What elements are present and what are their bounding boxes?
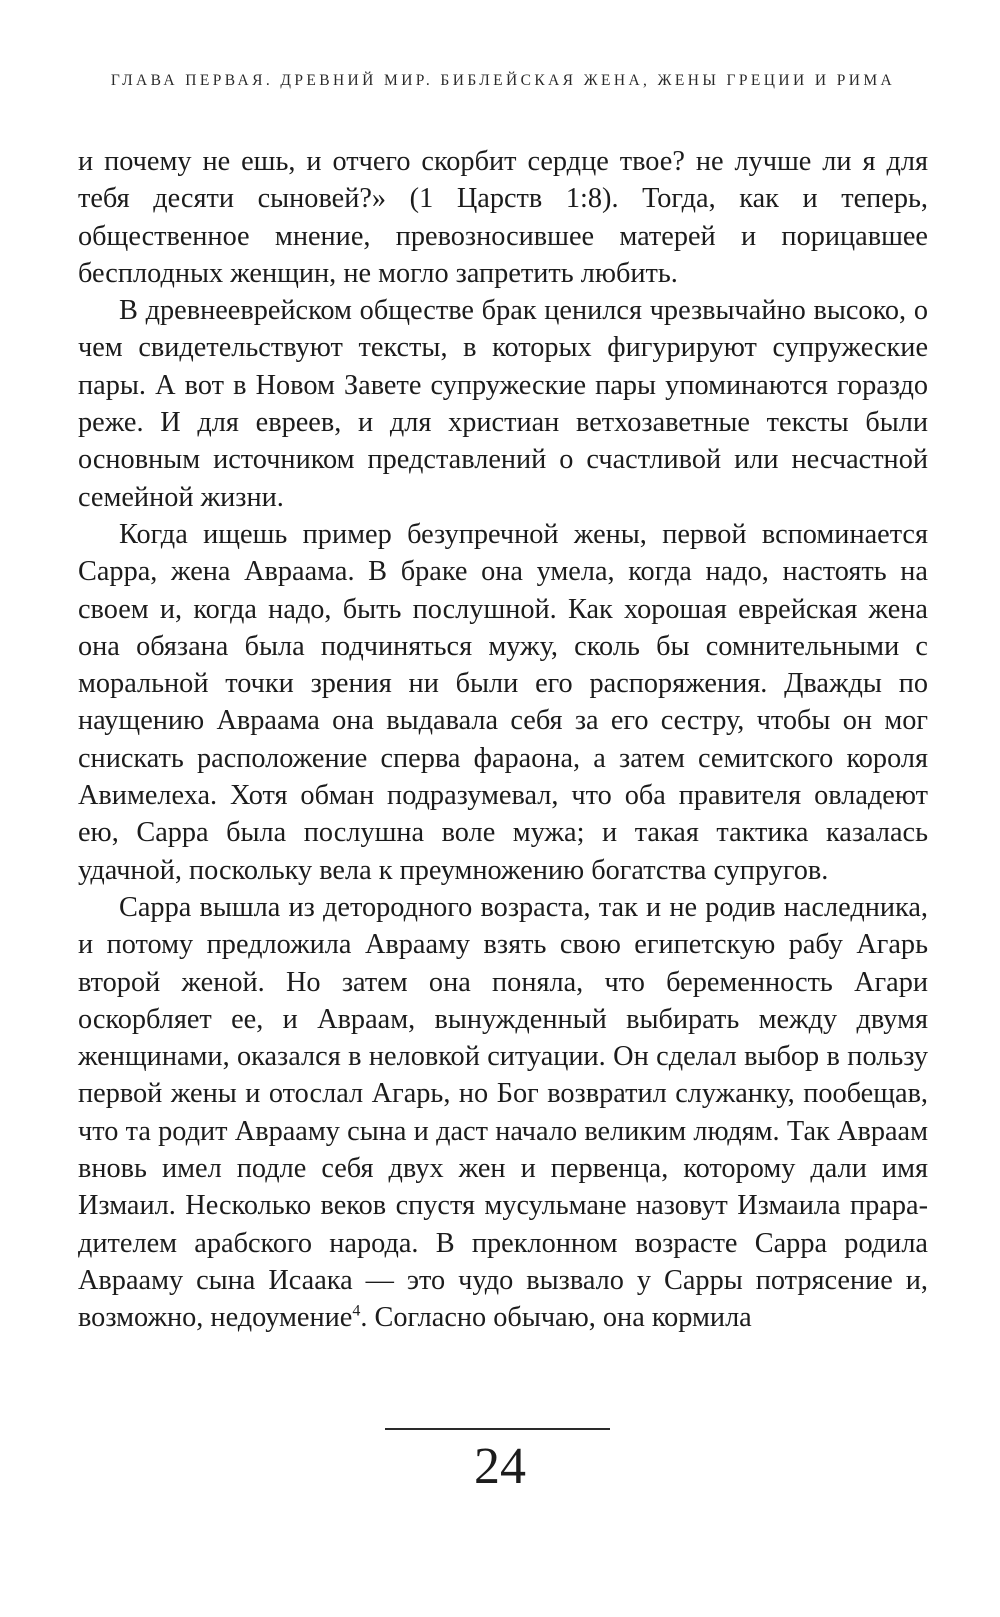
body-text xyxy=(78,143,928,1337)
page-number: 24 xyxy=(474,1438,526,1495)
paragraph-text-continued: . Согласно обычаю, она кормила xyxy=(360,1302,752,1334)
running-head: ГЛАВА ПЕРВАЯ. ДРЕВНИЙ МИР. БИБЛЕЙСКАЯ ЖЕНА, ЖЕНЫ ГРЕЦИИ И РИМА xyxy=(110,72,896,89)
paragraph: Когда ищешь пример безупречной жены, первой вспоминается Сарра, жена Авраама. В браке она умела, когда надо, настоять на своем и, когда надо, быть послушной. Как хорошая еврейская жена она обязана была подчиняться мужу, сколь бы сомнительными с моральной точки зрения ни были его распоряжения. Дважды по наущению Авраама она выдавала себя за его сестру, чтобы он мог снискать расположение сперва фараона, а затем семитского короля Авимелеха. Хотя обман подразумевал, что оба правителя овладеют ею, Сарра была послушна воле мужа; и такая тактика казалась удачной, поскольку вела к преумножению богатства супругов. xyxy=(78,518,928,886)
paragraph xyxy=(78,889,928,1337)
paragraph: и почему не ешь, и отчего скорбит сердце твое? не лучше ли я для тебя десяти сыновей?» (1 Царств 1:8). Тогда, как и теперь, общественное мнение, превозносившее матерей и порицавшее бесплодных женщин, не могло запретить любить. xyxy=(78,146,928,289)
page-number-rule xyxy=(385,1428,610,1430)
paragraph-text: Сарра вышла из детородного возраста, так и не родив наследника, и потому предложила Аврааму взять свою египетскую рабу Агарь второй женой. Но затем она поняла, что беременность Агари оскорбляет ее, и Авраам, вынужденный выбирать между двумя женщинами, оказался в неловкой ситуации. Он сделал выбор в пользу первой жены и отослал Агарь, но Бог возвратил служанку, пообещав, что та родит Аврааму сына и даст начало великим людям. Так Авраам вновь имел подле себя двух жен и первенца, которому дали имя Измаил. Несколько веков спустя мусульмане назовут Измаила прарадителем арабского народа. В преклонном возрасте Сарра родила Аврааму сына Исаака — это чудо вызвало у Сарры потрясение и, возможно, недоумение xyxy=(78,891,928,1334)
footnote-reference[interactable]: 4 xyxy=(352,1302,361,1320)
paragraph: В древнееврейском обществе брак ценился чрезвычайно высоко, о чем свидетельствуют тексты, в которых фигурируют супружеские пары. А вот в Новом Завете супружеские пары упоминаются гораздо реже. И для евреев, и для христиан ветхозаветные тексты были основным источником представлений о счастливой или несчастной семейной жизни. xyxy=(78,295,928,513)
